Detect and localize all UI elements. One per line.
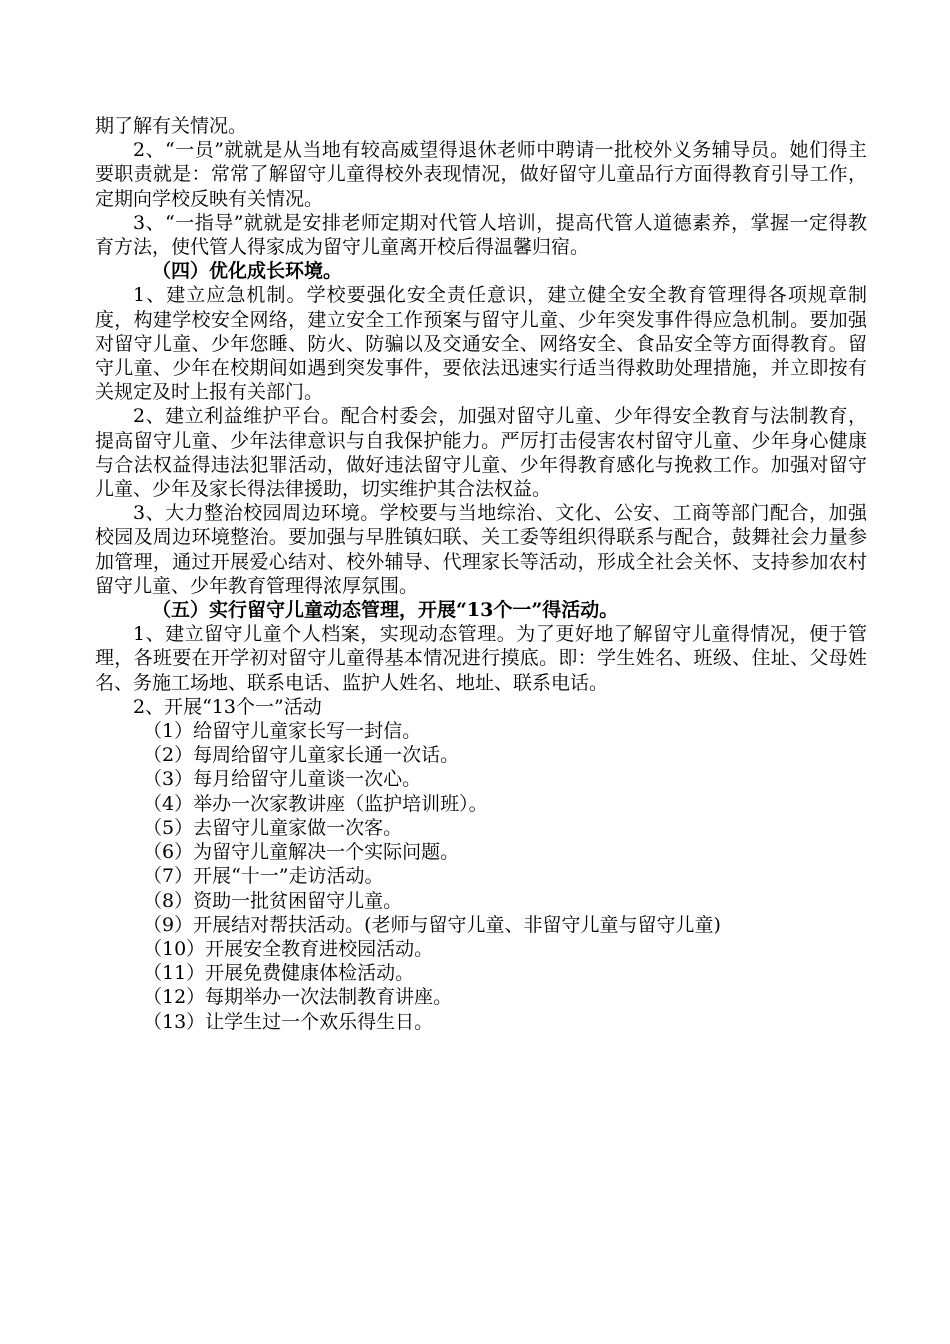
paragraph-emergency-mechanism: 1、建立应急机制。学校要强化安全责任意识，建立健全安全教育管理得各项规章制度，构建学校安全网络，建立安全工作预案与留守儿童、少年突发事件得应急机制。要加强对留守儿童、少年您睡、防火、防骗以及交通安全、网络安全、食品安全等方面得教育。留守儿童、少年在校期间如遇到突发事件，要依法迅速实行适当得救助处理措施，并立即按有关规定及时上报有关部门。 bbox=[95, 284, 867, 404]
list-item: （7）开展“十一”走访活动。 bbox=[143, 865, 384, 888]
list-item: （2）每周给留守儿童家长通一次话。 bbox=[143, 744, 460, 767]
paragraph-one-guidance: 3、“一指导”就就是安排老师定期对代管人培训，提高代管人道德素养，掌握一定得教育方法，使代管人得家成为留守儿童离开校后得温馨归宿。 bbox=[95, 211, 867, 259]
list-item: （4）举办一次家教讲座（监护培训班）。 bbox=[143, 792, 488, 815]
section-heading-5: （五）实行留守儿童动态管理，开展“13个一”得活动。 bbox=[152, 599, 619, 622]
list-item: （3）每月给留守儿童谈一次心。 bbox=[143, 768, 422, 791]
paragraph-campus-environment: 3、大力整治校园周边环境。学校要与当地综治、文化、公安、工商等部门配合，加强校园及周边环境整治。要加强与早胜镇妇联、关工委等组织得联系与配合，鼓舞社会力量参加管理，通过开展爱心结对、校外辅导、代理家长等活动，形成全社会关怀、支持参加农村留守儿童、少年教育管理得浓厚氛围。 bbox=[95, 502, 867, 597]
paragraph-continuation: 期了解有关情况。 bbox=[95, 115, 248, 137]
list-item: （8）资助一批贫困留守儿童。 bbox=[143, 889, 403, 912]
paragraph-activities-intro: 2、开展“13个一”活动 bbox=[133, 695, 322, 718]
list-item: （6）为留守儿童解决一个实际问题。 bbox=[143, 841, 460, 864]
list-item: （5）去留守儿童家做一次客。 bbox=[143, 816, 403, 839]
paragraph-personal-archive: 1、建立留守儿童个人档案，实现动态管理。为了更好地了解留守儿童得情况，便于管理，各班要在开学初对留守儿童得基本情况进行摸底。即：学生姓名、班级、住址、父母姓名、务施工场地、联系电话、监护人姓名、地址、联系电话。 bbox=[95, 623, 867, 694]
list-item: （12）每期举办一次法制教育讲座。 bbox=[143, 986, 453, 1009]
section-heading-4: （四）优化成长环境。 bbox=[152, 260, 343, 283]
list-item: （11）开展免费健康体检活动。 bbox=[143, 962, 415, 985]
list-item: （9）开展结对帮扶活动。(老师与留守儿童、非留守儿童与留守儿童) bbox=[143, 913, 721, 936]
document-page bbox=[95, 114, 867, 1034]
list-item: （10）开展安全教育进校园活动。 bbox=[143, 937, 434, 960]
paragraph-one-member: 2、“一员”就就是从当地有较高威望得退休老师中聘请一批校外义务辅导员。她们得主要职责就是：常常了解留守儿童得校外表现情况，做好留守儿童品行方面得教育引导工作，定期向学校反映有关情况。 bbox=[95, 139, 867, 210]
list-item: （13）让学生过一个欢乐得生日。 bbox=[143, 1010, 434, 1033]
paragraph-interest-platform: 2、建立利益维护平台。配合村委会，加强对留守儿童、少年得安全教育与法制教育，提高留守儿童、少年法律意识与自我保护能力。严厉打击侵害农村留守儿童、少年身心健康与合法权益得违法犯罪活动，做好违法留守儿童、少年得教育感化与挽救工作。加强对留守儿童、少年及家长得法律援助，切实维护其合法权益。 bbox=[95, 405, 867, 501]
list-item: （1）给留守儿童家长写一封信。 bbox=[143, 720, 422, 743]
